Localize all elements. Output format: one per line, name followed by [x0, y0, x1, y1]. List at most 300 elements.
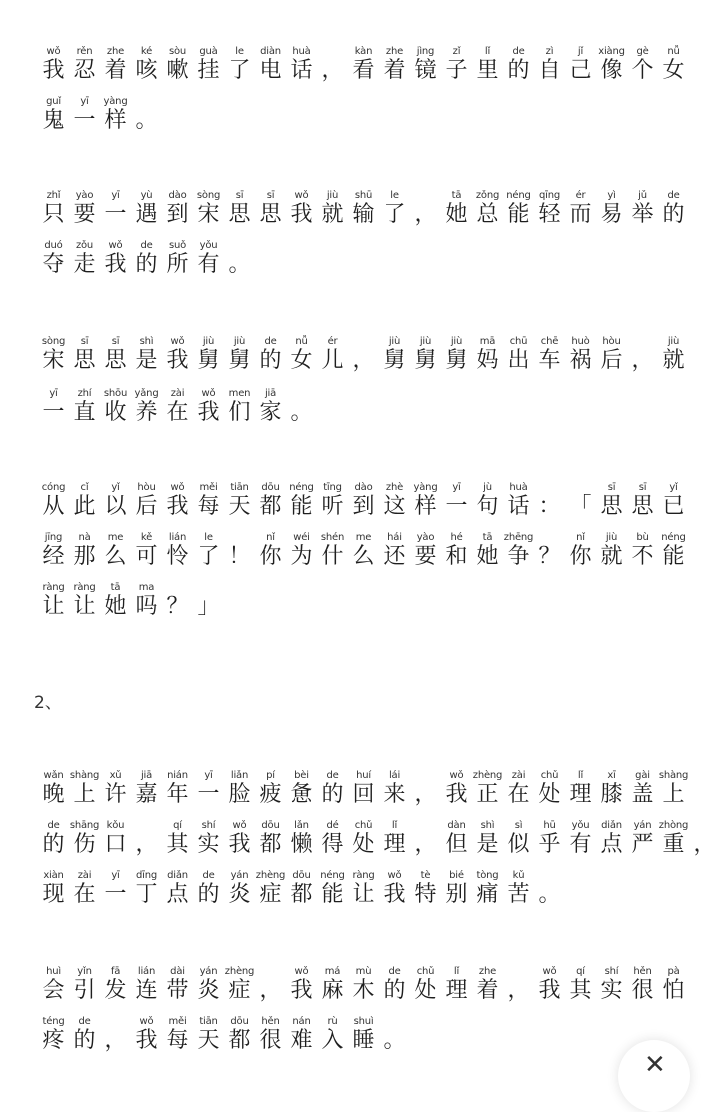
- hanzi: 理: [445, 978, 468, 1003]
- pinyin: lián: [137, 966, 156, 977]
- pinyin: chǔ: [540, 770, 559, 781]
- char-cell: [69, 1016, 100, 1054]
- pinyin: zài: [511, 770, 526, 781]
- char-cell: [162, 770, 193, 808]
- char-cell: [410, 336, 441, 374]
- hanzi: 在: [73, 882, 96, 907]
- hanzi: 直: [73, 400, 96, 425]
- char-cell: [131, 46, 162, 84]
- char-cell: [100, 870, 131, 908]
- pinyin: hái: [387, 532, 402, 543]
- pinyin: sòu: [168, 46, 187, 57]
- pinyin: sī: [80, 336, 89, 347]
- pinyin: yī: [80, 96, 89, 107]
- pinyin: pí: [266, 770, 275, 781]
- char-cell: [658, 820, 689, 858]
- pinyin: liǎn: [230, 770, 249, 781]
- pinyin: zhèng: [472, 770, 503, 781]
- char-cell: [472, 870, 503, 908]
- pinyin: de: [667, 190, 680, 201]
- hanzi: 的: [197, 882, 220, 907]
- pinyin: téng: [42, 1016, 65, 1027]
- char-cell: [472, 46, 503, 84]
- char-cell: [69, 532, 100, 570]
- pinyin: shāng: [69, 820, 100, 831]
- hanzi: 麻: [321, 978, 344, 1003]
- pinyin: hòu: [137, 482, 156, 493]
- char-cell: [534, 336, 565, 374]
- char-cell: [441, 820, 472, 858]
- char-cell: [224, 1016, 255, 1054]
- pinyin: tā: [110, 582, 121, 593]
- pinyin: dào: [168, 190, 187, 201]
- hanzi: 一: [104, 882, 127, 907]
- char-cell: [410, 532, 441, 570]
- hanzi: 出: [507, 348, 530, 373]
- hanzi: 难: [290, 1028, 313, 1053]
- hanzi: 一: [197, 782, 220, 807]
- hanzi: 都: [228, 1028, 251, 1053]
- char-cell: [162, 482, 193, 520]
- pinyin: le: [390, 190, 399, 201]
- char-cell: [596, 46, 627, 84]
- pinyin: lián: [168, 532, 187, 543]
- hanzi: 我: [228, 832, 251, 857]
- hanzi: 舅: [383, 348, 406, 373]
- hanzi: 有: [569, 832, 592, 857]
- hanzi: 着: [476, 978, 499, 1003]
- hanzi: 一: [445, 494, 468, 519]
- hanzi: 从: [42, 494, 65, 519]
- hanzi: 宋: [197, 202, 220, 227]
- pinyin: lǐ: [453, 966, 460, 977]
- hanzi: 思: [104, 348, 127, 373]
- char-cell: [596, 966, 627, 1004]
- pinyin: cǐ: [80, 482, 89, 493]
- text-line: [38, 870, 565, 908]
- hanzi: 炎: [228, 882, 251, 907]
- pinyin: sī: [266, 190, 275, 201]
- char-cell: [534, 820, 565, 858]
- char-cell: [131, 870, 162, 908]
- hanzi: 一: [42, 400, 65, 425]
- hanzi: 己: [569, 58, 592, 83]
- char-cell: [162, 336, 193, 374]
- char-cell: [131, 482, 162, 520]
- pinyin: nǐ: [266, 532, 275, 543]
- char-cell: [131, 96, 162, 134]
- char-cell: [69, 770, 100, 808]
- hanzi: 思: [73, 348, 96, 373]
- char-cell: [162, 870, 193, 908]
- pinyin: tè: [420, 870, 431, 881]
- char-cell: [131, 240, 162, 278]
- hanzi: 个: [631, 58, 654, 83]
- hanzi: 思: [631, 494, 654, 519]
- hanzi: 都: [259, 832, 282, 857]
- pinyin: kǒu: [106, 820, 125, 831]
- pinyin: má: [324, 966, 341, 977]
- text-line: [38, 388, 317, 426]
- hanzi: 就: [321, 202, 344, 227]
- char-cell: [596, 820, 627, 858]
- pinyin: wǒ: [294, 190, 309, 201]
- char-cell: [410, 770, 441, 808]
- hanzi: 有: [197, 252, 220, 277]
- char-cell: [224, 870, 255, 908]
- hanzi: 一: [73, 108, 96, 133]
- pinyin: zǐ: [452, 46, 461, 57]
- char-cell: [131, 770, 162, 808]
- pinyin: jìng: [416, 46, 435, 57]
- char-cell: [286, 388, 317, 426]
- pinyin: zhèng: [255, 870, 286, 881]
- hanzi: ，: [414, 832, 437, 857]
- char-cell: [503, 870, 534, 908]
- char-cell: [317, 336, 348, 374]
- hanzi: 走: [73, 252, 96, 277]
- hanzi: 的: [135, 252, 158, 277]
- text-line: [38, 966, 689, 1004]
- char-cell: [131, 532, 162, 570]
- pinyin: yì: [607, 190, 616, 201]
- char-cell: [131, 820, 162, 858]
- pinyin: chǔ: [416, 966, 435, 977]
- pinyin: ér: [575, 190, 586, 201]
- hanzi: 怜: [166, 544, 189, 569]
- hanzi: 会: [42, 978, 65, 1003]
- char-cell: [379, 1016, 410, 1054]
- pinyin: néng: [320, 870, 345, 881]
- char-cell: [534, 532, 565, 570]
- hanzi: 怕: [662, 978, 685, 1003]
- char-cell: [255, 820, 286, 858]
- text-line: [38, 532, 689, 570]
- pinyin: jiā: [264, 388, 277, 399]
- char-cell: [441, 870, 472, 908]
- hanzi: 。: [228, 252, 251, 277]
- char-cell: [410, 966, 441, 1004]
- pinyin: lǐ: [484, 46, 491, 57]
- char-cell: [193, 532, 224, 570]
- pinyin: yàng: [103, 96, 128, 107]
- pinyin: zì: [545, 46, 554, 57]
- char-cell: [286, 820, 317, 858]
- hanzi: 后: [600, 348, 623, 373]
- pinyin: dào: [354, 482, 373, 493]
- char-cell: [255, 532, 286, 570]
- char-cell: [317, 966, 348, 1004]
- char-cell: [503, 336, 534, 374]
- hanzi: 痛: [476, 882, 499, 907]
- char-cell: [565, 336, 596, 374]
- pinyin: jiù: [605, 532, 618, 543]
- char-cell: [224, 240, 255, 278]
- hanzi: 轻: [538, 202, 561, 227]
- hanzi: 的: [383, 978, 406, 1003]
- pinyin: jǔ: [638, 190, 647, 201]
- pinyin: xiàn: [43, 870, 64, 881]
- pinyin: yǎng: [134, 388, 159, 399]
- pinyin: kàn: [354, 46, 373, 57]
- char-cell: [472, 770, 503, 808]
- pinyin: jīng: [44, 532, 63, 543]
- hanzi: 。: [135, 108, 158, 133]
- pinyin: nián: [167, 770, 188, 781]
- pinyin: ér: [327, 336, 338, 347]
- pinyin: hěn: [261, 1016, 280, 1027]
- char-cell: [162, 820, 193, 858]
- char-cell: [317, 190, 348, 228]
- pinyin: yǒu: [199, 240, 218, 251]
- hanzi: 其: [166, 832, 189, 857]
- pinyin: huà: [292, 46, 311, 57]
- pinyin: yào: [416, 532, 435, 543]
- pinyin: sì: [514, 820, 523, 831]
- pinyin: yán: [199, 966, 218, 977]
- hanzi: 别: [445, 882, 468, 907]
- pinyin: shū: [354, 190, 373, 201]
- hanzi: 让: [42, 594, 65, 619]
- pinyin: bèi: [294, 770, 309, 781]
- char-cell: [596, 190, 627, 228]
- char-cell: [100, 770, 131, 808]
- char-cell: [379, 190, 410, 228]
- hanzi: 让: [73, 594, 96, 619]
- char-cell: [100, 966, 131, 1004]
- char-cell: [534, 870, 565, 908]
- hanzi: 镜: [414, 58, 437, 83]
- hanzi: 话: [290, 58, 313, 83]
- hanzi: 丁: [135, 882, 158, 907]
- char-cell: [317, 820, 348, 858]
- pinyin: néng: [506, 190, 531, 201]
- hanzi: 她: [104, 594, 127, 619]
- hanzi: 就: [600, 544, 623, 569]
- char-cell: [224, 46, 255, 84]
- pinyin: lǐ: [577, 770, 584, 781]
- char-cell: [100, 388, 131, 426]
- hanzi: 儿: [321, 348, 344, 373]
- hanzi: 为: [290, 544, 313, 569]
- pinyin: ké: [140, 46, 153, 57]
- hanzi: 脸: [228, 782, 251, 807]
- char-cell: [38, 1016, 69, 1054]
- hanzi: 的: [42, 832, 65, 857]
- pinyin: dōu: [230, 1016, 249, 1027]
- pinyin: chǔ: [354, 820, 373, 831]
- char-cell: [596, 336, 627, 374]
- pinyin: sī: [638, 482, 647, 493]
- pinyin: le: [235, 46, 244, 57]
- pinyin: yǐ: [111, 482, 120, 493]
- char-cell: [317, 770, 348, 808]
- pinyin: nǚ: [295, 336, 308, 347]
- char-cell: [379, 46, 410, 84]
- pinyin: jù: [483, 482, 492, 493]
- hanzi: 。: [290, 400, 313, 425]
- hanzi: 鬼: [42, 108, 65, 133]
- hanzi: 自: [538, 58, 561, 83]
- hanzi: 宋: [42, 348, 65, 373]
- hanzi: 严: [631, 832, 654, 857]
- char-cell: [131, 1016, 162, 1054]
- pinyin: suǒ: [168, 240, 187, 251]
- pinyin: fā: [110, 966, 121, 977]
- pinyin: jiù: [667, 336, 680, 347]
- pinyin: nǐ: [576, 532, 585, 543]
- char-cell: [193, 966, 224, 1004]
- close-icon: ✕: [644, 1050, 666, 1080]
- pinyin: zhe: [478, 966, 497, 977]
- char-cell: [627, 336, 658, 374]
- char-cell: [410, 870, 441, 908]
- pinyin: rěn: [76, 46, 93, 57]
- char-cell: [193, 1016, 224, 1054]
- hanzi: 而: [569, 202, 592, 227]
- hanzi: 你: [569, 544, 592, 569]
- hanzi: 入: [321, 1028, 344, 1053]
- hanzi: 能: [321, 882, 344, 907]
- hanzi: 。: [538, 882, 561, 907]
- char-cell: [503, 482, 534, 520]
- hanzi: 我: [290, 978, 313, 1003]
- pinyin: wǒ: [449, 770, 464, 781]
- char-cell: [193, 190, 224, 228]
- hanzi: 懒: [290, 832, 313, 857]
- char-cell: [565, 532, 596, 570]
- char-cell: [503, 190, 534, 228]
- hanzi: ，: [693, 832, 716, 857]
- char-cell: [38, 96, 69, 134]
- pinyin: kě: [140, 532, 153, 543]
- pinyin: me: [355, 532, 372, 543]
- pinyin: shàng: [69, 770, 100, 781]
- char-cell: [100, 482, 131, 520]
- pinyin: yī: [49, 388, 58, 399]
- close-button[interactable]: [618, 1040, 690, 1112]
- char-cell: [162, 190, 193, 228]
- pinyin: bié: [449, 870, 464, 881]
- pinyin: shuì: [353, 1016, 374, 1027]
- hanzi: 了: [228, 58, 251, 83]
- hanzi: 了: [197, 544, 220, 569]
- hanzi: 思: [228, 202, 251, 227]
- hanzi: 养: [135, 400, 158, 425]
- char-cell: [131, 388, 162, 426]
- hanzi: 什: [321, 544, 344, 569]
- hanzi: 特: [414, 882, 437, 907]
- char-cell: [69, 482, 100, 520]
- hanzi: 其: [569, 978, 592, 1003]
- hanzi: 都: [259, 494, 282, 519]
- pinyin: lái: [388, 770, 401, 781]
- pinyin: shàng: [658, 770, 689, 781]
- char-cell: [193, 870, 224, 908]
- char-cell: [38, 770, 69, 808]
- hanzi: 发: [104, 978, 127, 1003]
- char-cell: [503, 46, 534, 84]
- hanzi: 可: [135, 544, 158, 569]
- hanzi: 实: [197, 832, 220, 857]
- hanzi: 家: [259, 400, 282, 425]
- hanzi: 么: [352, 544, 375, 569]
- char-cell: [38, 46, 69, 84]
- hanzi: 挂: [197, 58, 220, 83]
- char-cell: [286, 482, 317, 520]
- char-cell: [534, 190, 565, 228]
- pinyin: hěn: [633, 966, 652, 977]
- hanzi: 的: [73, 1028, 96, 1053]
- char-cell: [224, 770, 255, 808]
- char-cell: [503, 532, 534, 570]
- text-line: [38, 190, 689, 228]
- pinyin: hòu: [602, 336, 621, 347]
- char-cell: [162, 240, 193, 278]
- hanzi: ？: [538, 544, 561, 569]
- pinyin: rù: [327, 1016, 338, 1027]
- char-cell: [69, 870, 100, 908]
- hanzi: 是: [135, 348, 158, 373]
- pinyin: dīng: [135, 870, 157, 881]
- char-cell: [193, 482, 224, 520]
- hanzi: 争: [507, 544, 530, 569]
- hanzi: 膝: [600, 782, 623, 807]
- hanzi: 理: [383, 832, 406, 857]
- pinyin: qí: [576, 966, 585, 977]
- char-cell: [131, 582, 162, 620]
- char-cell: [658, 482, 689, 520]
- pinyin: mā: [479, 336, 496, 347]
- pinyin: jiù: [202, 336, 215, 347]
- pinyin: lǐ: [391, 820, 398, 831]
- hanzi: 一: [104, 202, 127, 227]
- char-cell: [38, 336, 69, 374]
- hanzi: 到: [166, 202, 189, 227]
- pinyin: sī: [235, 190, 244, 201]
- char-cell: [472, 532, 503, 570]
- hanzi: 句: [476, 494, 499, 519]
- char-cell: [565, 46, 596, 84]
- char-cell: [658, 532, 689, 570]
- char-cell: [472, 966, 503, 1004]
- hanzi: 样: [104, 108, 127, 133]
- pinyin: bù: [636, 532, 649, 543]
- char-cell: [100, 1016, 131, 1054]
- hanzi: 我: [538, 978, 561, 1003]
- char-cell: [38, 532, 69, 570]
- hanzi: 咳: [135, 58, 158, 83]
- hanzi: 思: [600, 494, 623, 519]
- hanzi: 我: [166, 494, 189, 519]
- hanzi: 们: [228, 400, 251, 425]
- hanzi: 经: [42, 544, 65, 569]
- hanzi: 疼: [42, 1028, 65, 1053]
- char-cell: [255, 966, 286, 1004]
- char-cell: [131, 966, 162, 1004]
- pinyin: kǔ: [512, 870, 525, 881]
- pinyin: xǔ: [109, 770, 122, 781]
- char-cell: [100, 96, 131, 134]
- hanzi: 我: [166, 348, 189, 373]
- hanzi: 让: [352, 882, 375, 907]
- char-cell: [658, 336, 689, 374]
- pinyin: shí: [604, 966, 619, 977]
- hanzi: 吗: [135, 594, 158, 619]
- char-cell: [379, 966, 410, 1004]
- char-cell: [255, 770, 286, 808]
- char-cell: [286, 870, 317, 908]
